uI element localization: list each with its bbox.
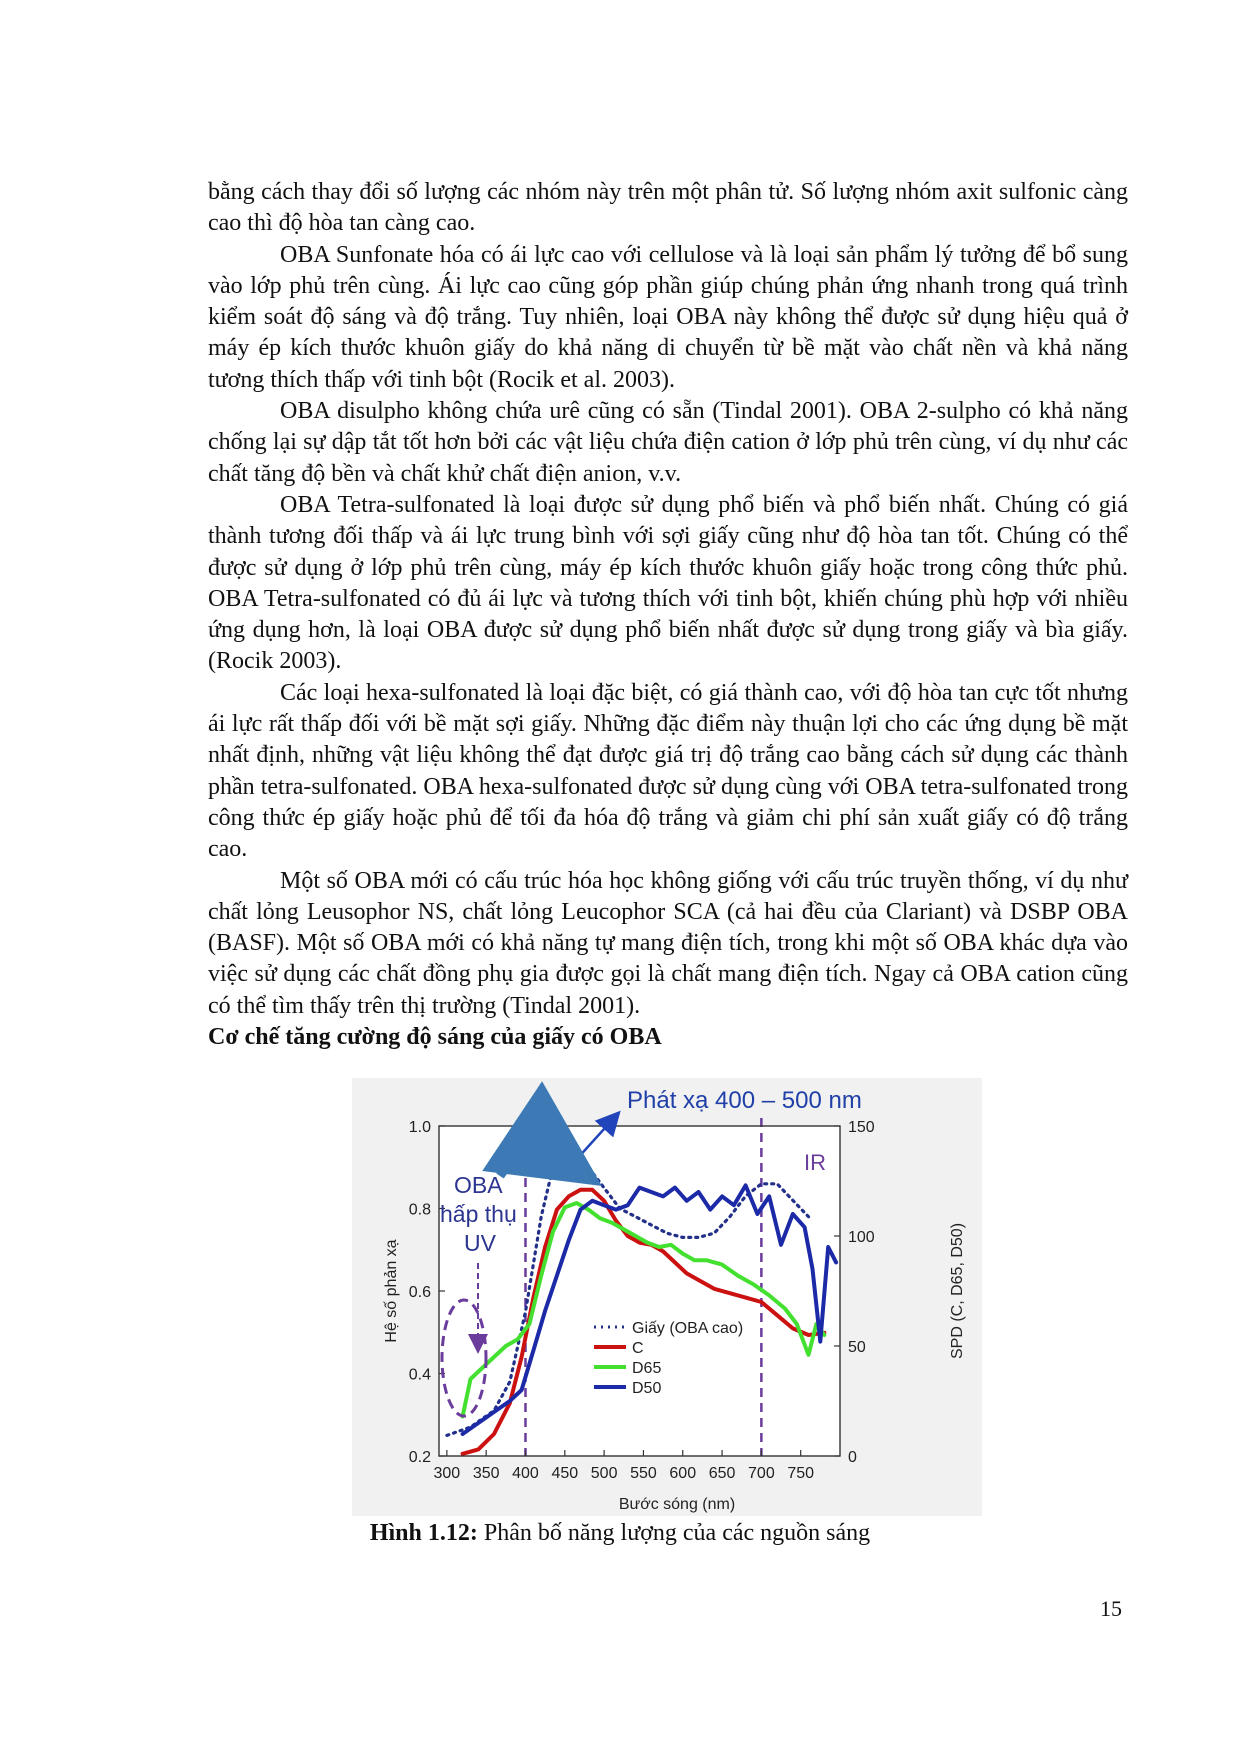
y2-tick-label: 50: [848, 1339, 866, 1356]
x-axis-title: Bước sóng (nm): [618, 1496, 736, 1513]
legend-label: D65: [632, 1360, 662, 1377]
caption-label: Hình 1.12:: [369, 1520, 478, 1546]
y2-tick-label: 0: [848, 1449, 857, 1466]
y-tick-label: 0.8: [408, 1201, 431, 1219]
paragraph: OBA Sunfonate hóa có ái lực cao với cellulose và là loại sản phẩm lý tưởng để bổ sung vào lớp phủ trên cùng. Ái lực cao cũng góp phần giúp chúng phản ứng nhanh trong quá trình kiểm soát độ sáng và độ trắng. Tuy nhiên, loại OBA này không thể được sử dụng hiệu quả ở máy ép kích thước khuôn giấy do khả năng di chuyển từ bề mặt vào chất nền và khả năng tương thích thấp với tinh bột (Rocik et al. 2003).: [208, 241, 1128, 393]
y2-axis-title: SPD (C, D65, D50): [949, 1222, 966, 1360]
y-axis-title: Hệ số phản xạ: [383, 1239, 400, 1343]
oba-label-2: hấp thụ: [440, 1201, 517, 1227]
page-number: 15: [1100, 1596, 1122, 1621]
emission-label: Phát xạ 400 – 500 nm: [627, 1087, 862, 1114]
x-tick-label: 400: [512, 1465, 539, 1482]
paragraph: OBA Tetra-sulfonated là loại được sử dụng phổ biến và phổ biến nhất. Chúng có giá thành tương đối thấp và ái lực trung bình với sợi giấy cũng như độ hòa tan tốt. Chúng có thể được sử dụng ở lớp phủ trên cùng, máy ép kích thước khuôn giấy hoặc trong công thức phủ. OBA Tetra-sulfonated có đủ ái lực và tương thích với tinh bột, khiến chúng phù hợp với nhiều ứng dụng hơn, là loại OBA được sử dụng phổ biến nhất được sử dụng trong giấy và bìa giấy. (Rocik 2003).: [208, 491, 1128, 675]
y-tick-label: 0.6: [408, 1284, 431, 1301]
x-tick-label: 300: [433, 1465, 461, 1482]
x-tick-label: 750: [787, 1465, 815, 1482]
y2-tick-label: 150: [848, 1119, 875, 1136]
paragraph: Các loại hexa-sulfonated là loại đặc biệt, có giá thành cao, với độ hòa tan cực tốt nhưng ái lực rất thấp đối với bề mặt sợi giấy. Những đặc điểm này thuận lợi cho các ứng dụng bề mặt nhất định, những vật liệu không thể đạt được giá trị độ trắng cao bằng cách sử dụng các thành phần tetra-sulfonated. OBA hexa-sulfonated được sử dụng cùng với OBA tetra-sulfonated trong công thức ép giấy hoặc phủ để tối đa hóa độ trắng và giảm chi phí sản xuất giấy có độ trắng cao.: [208, 679, 1128, 863]
ir-label: IR: [804, 1150, 826, 1175]
x-tick-label: 550: [630, 1465, 657, 1482]
x-tick-label: 700: [748, 1465, 775, 1482]
x-tick-label: 650: [708, 1465, 736, 1482]
paragraph: bằng cách thay đổi số lượng các nhóm này trên một phân tử. Số lượng nhóm axit sulfonic càng cao thì độ hòa tan càng cao.: [208, 179, 1128, 237]
caption-text: Phân bố năng lượng của các nguồn sáng: [477, 1520, 871, 1546]
figure: [352, 1078, 982, 1516]
section-heading: Cơ chế tăng cường độ sáng của giấy có OBA: [208, 1024, 662, 1051]
y-tick-label: 0.2: [408, 1449, 431, 1466]
oba-label-1: OBA: [454, 1172, 503, 1198]
y-tick-label: 1.0: [408, 1119, 431, 1136]
y-tick-label: 0.4: [408, 1366, 431, 1384]
x-tick-label: 500: [590, 1465, 618, 1482]
oba-label-3: UV: [464, 1230, 496, 1256]
paragraph: OBA disulpho không chứa urê cũng có sẵn (Tindal 2001). OBA 2-sulpho có khả năng chống lại sự dập tắt tốt hơn bởi các vật liệu chứa điện cation ở lớp phủ trên cùng, ví dụ như các chất tăng độ bền và chất khử chất điện anion, v.v.: [208, 398, 1128, 487]
legend-label: Giấy (OBA cao): [632, 1320, 744, 1337]
figure-caption: [0, 1520, 1240, 1547]
x-tick-label: 600: [669, 1465, 697, 1482]
legend-label: C: [632, 1340, 644, 1357]
legend-label: D50: [632, 1380, 662, 1397]
body-text: [208, 177, 1128, 1053]
spectral-chart: [352, 1078, 982, 1516]
paragraph: Một số OBA mới có cấu trúc hóa học không giống với cấu trúc truyền thống, ví dụ như chất lỏng Leusophor NS, chất lỏng Leucophor SCA (cả hai đều của Clariant) và DSBP OBA (BASF). Một số OBA mới có khả năng tự mang điện tích, trong khi một số OBA khác dựa vào việc sử dụng các chất đồng phụ gia được gọi là chất mang điện tích. Ngay cả OBA cation cũng có thể tìm thấy trên thị trường (Tindal 2001).: [208, 867, 1128, 1019]
x-tick-label: 350: [472, 1465, 500, 1482]
x-tick-label: 450: [551, 1465, 579, 1482]
y2-tick-label: 100: [848, 1229, 875, 1246]
